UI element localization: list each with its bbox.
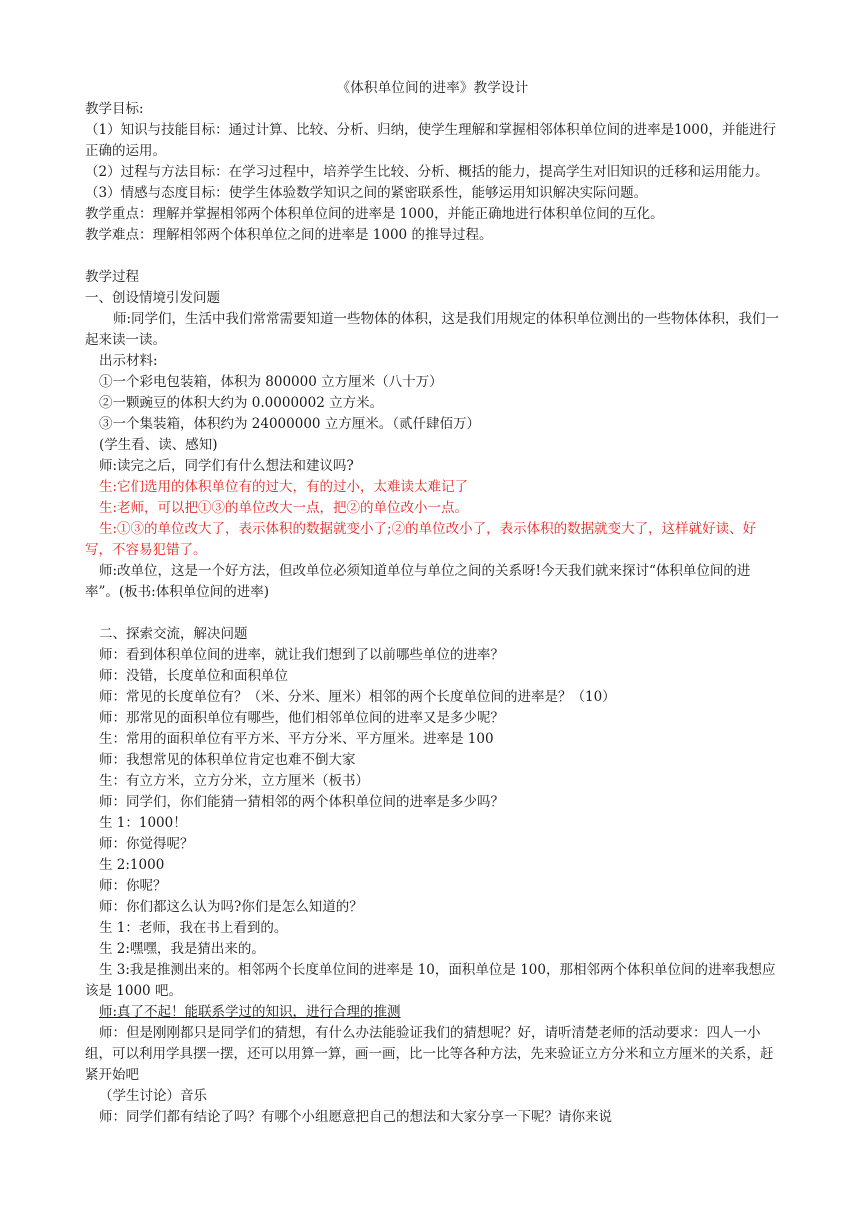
dialogue-line: 师：但是刚刚都只是同学们的猜想，有什么办法能验证我们的猜想呢？好，请听清楚老师的活动要求：四人一小组，可以利用学具摆一摆，还可以用算一算，画一画，比一比等各种方法，先来验证立方分米和立方厘米的关系，赶紧开始吧: [85, 1025, 774, 1083]
difficult-point: 教学难点：理解相邻两个体积单位之间的进率是 1000 的推导过程。: [85, 227, 493, 243]
dialogue-line: 师：你觉得呢？: [99, 836, 194, 852]
dialogue-line: 师：没错，长度单位和面积单位: [99, 668, 288, 684]
section1-heading: 一、创设情境引发问题: [85, 290, 220, 306]
dialogue-line: 师：看到体积单位间的进率，就让我们想到了以前哪些单位的进率？: [99, 647, 504, 663]
document-title: 《体积单位间的进率》教学设计: [336, 80, 529, 96]
material-item: ②一颗豌豆的体积大约为 0.0000002 立方米。: [99, 395, 384, 411]
dialogue-line: 生 3:我是推测出来的。相邻两个长度单位间的进率是 10，面积单位是 100，那相邻两个体积单位间的进率我想应该是 1000 吧。: [85, 962, 776, 999]
dialogue-line: 师：那常见的面积单位有哪些，他们相邻单位间的进率又是多少呢？: [99, 710, 504, 726]
goal-item: （3）情感与态度目标：使学生体验数学知识之间的紧密联系性，能够运用知识解决实际问题。: [85, 185, 648, 201]
material-item: ①一个彩电包装箱，体积为 800000 立方厘米（八十万）: [99, 374, 443, 390]
dialogue-line: 生 2:嘿嘿，我是猜出来的。: [99, 941, 265, 957]
student-response-red: 生:老师，可以把①③的单位改大一点，把②的单位改小一点。: [99, 500, 469, 516]
section2-heading: 二、探索交流，解决问题: [99, 626, 248, 642]
goal-item: （2）过程与方法目标：在学习过程中，培养学生比较、分析、概括的能力，提高学生对旧知识的迁移和运用能力。: [85, 164, 769, 180]
student-action: (学生看、读、感知): [99, 437, 218, 453]
dialogue-line: 生 1：1000！: [99, 815, 187, 831]
dialogue-line: 生：常用的面积单位有平方米、平方分米、平方厘米。进率是 100: [99, 731, 494, 747]
dialogue-line: 师：同学们都有结论了吗？有哪个小组愿意把自己的想法和大家分享一下呢？请你来说: [99, 1109, 612, 1125]
dialogue-underlined: [85, 1002, 780, 1023]
dialogue-line: 师：你们都这么认为吗?你们是怎么知道的？: [99, 899, 363, 915]
spacer: [85, 246, 780, 267]
document-page: [85, 78, 780, 1128]
material-label: 出示材料:: [99, 353, 158, 369]
underlined-remark: 师:真了不起！能联系学过的知识，进行合理的推测: [99, 1004, 401, 1020]
teacher-close: 师:改单位，这是一个好方法，但改单位必须知道单位与单位之间的关系呀!今天我们就来探讨“体积单位间的进率”。(板书:体积单位间的进率): [85, 563, 751, 600]
goal-item: （1）知识与技能目标：通过计算、比较、分析、归纳，使学生理解和掌握相邻体积单位间的进率是1000，并能进行正确的运用。: [85, 122, 776, 159]
dialogue-line: 师：同学们，你们能猜一猜相邻的两个体积单位间的进率是多少吗？: [99, 794, 504, 810]
student-response-red: 生:它们选用的体积单位有的过大，有的过小，太难读太难记了: [99, 479, 469, 495]
key-point: 教学重点：理解并掌握相邻两个体积单位间的进率是 1000，并能正确地进行体积单位间的互化。: [85, 206, 664, 222]
dialogue-line: （学生讨论）音乐: [99, 1088, 207, 1104]
material-item: ③一个集装箱，体积约为 24000000 立方厘米。（贰仟肆佰万）: [99, 416, 481, 432]
spacer: [85, 603, 780, 624]
dialogue-line: 师：你呢？: [99, 878, 167, 894]
dialogue-line: 师：我想常见的体积单位肯定也难不倒大家: [99, 752, 356, 768]
dialogue-line: 生 1：老师，我在书上看到的。: [99, 920, 288, 936]
teacher-question: 师:读完之后，同学们有什么想法和建议吗?: [99, 458, 354, 474]
dialogue-line: 师：常见的长度单位有？（米、分米、厘米）相邻的两个长度单位间的进率是？（10）: [99, 689, 616, 705]
section1-intro: 师:同学们，生活中我们常常需要知道一些物体的体积，这是我们用规定的体积单位测出的一些物体体积，我们一起来读一读。: [85, 311, 780, 348]
process-heading: 教学过程: [85, 269, 139, 285]
dialogue-line: 生：有立方米，立方分米，立方厘米（板书）: [99, 773, 369, 789]
goals-heading: 教学目标:: [85, 101, 144, 117]
dialogue-line: 生 2:1000: [99, 857, 165, 873]
student-response-red: 生:①③的单位改大了，表示体积的数据就变小了;②的单位改小了，表示体积的数据就变大了，这样就好读、好写，不容易犯错了。: [85, 521, 757, 558]
